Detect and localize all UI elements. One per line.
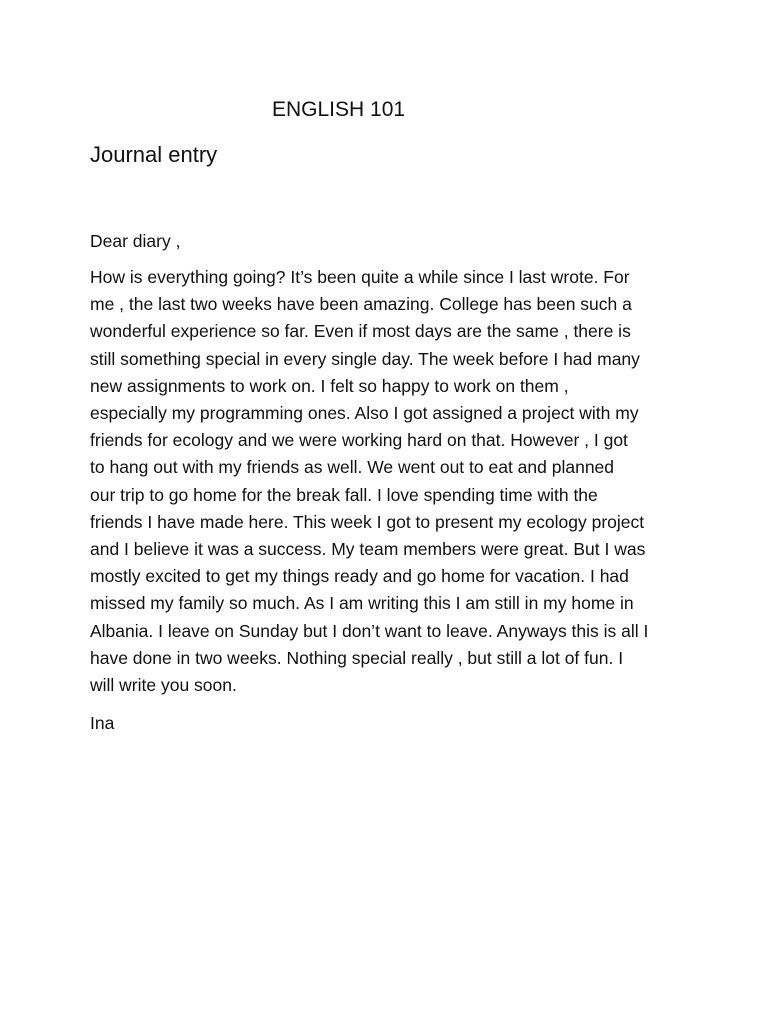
body-line: friends I have made here. This week I got to present my ecology project [90, 511, 645, 532]
body-line: especially my programming ones. Also I got assigned a project with my [90, 403, 639, 424]
body-line: our trip to go home for the break fall. I love spending time with the [90, 484, 598, 505]
body-line: me , the last two weeks have been amazing. College has been such a [90, 294, 632, 315]
journal-body [90, 264, 690, 699]
body-line: have done in two weeks. Nothing special really , but still a lot of fun. I [90, 647, 624, 668]
body-line: friends for ecology and we were working hard on that. However , I got [90, 430, 628, 451]
body-line: to hang out with my friends as well. We went out to eat and planned [90, 457, 615, 478]
body-line: and I believe it was a success. My team members were great. But I was [90, 539, 646, 560]
body-line: will write you soon. [90, 675, 237, 696]
body-line: missed my family so much. As I am writing this I am still in my home in [90, 593, 634, 614]
salutation: Dear diary , [90, 231, 181, 251]
body-line: Albania. I leave on Sunday but I don’t want to leave. Anyways this is all I [90, 620, 649, 641]
course-title: ENGLISH 101 [272, 98, 406, 121]
body-line: new assignments to work on. I felt so happy to work on them , [90, 375, 569, 396]
body-line: still something special in every single day. The week before I had many [90, 348, 640, 369]
body-line: mostly excited to get my things ready and go home for vacation. I had [90, 566, 629, 587]
signature: Ina [90, 713, 115, 733]
body-line: wonderful experience so far. Even if most days are the same , there is [90, 321, 631, 342]
body-line: How is everything going? It’s been quite a while since I last wrote. For [90, 267, 630, 287]
entry-heading: Journal entry [90, 142, 218, 167]
